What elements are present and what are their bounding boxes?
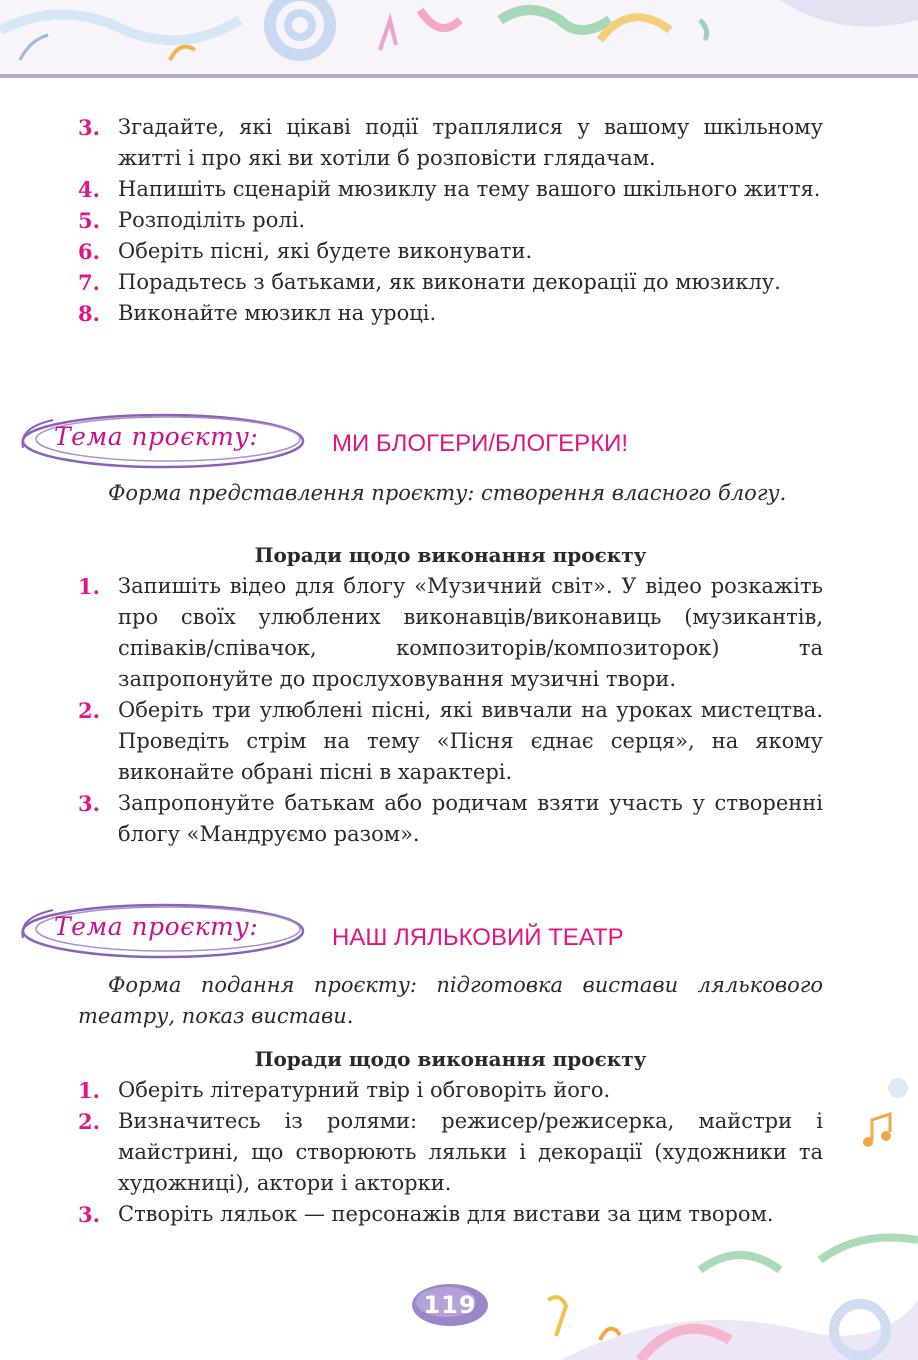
list-number: 1. (78, 1078, 100, 1103)
list-number: 2. (78, 1109, 100, 1134)
list-item (78, 695, 823, 788)
list-text: Оберіть три улюблені пісні, які вивчали на уроках мистецтва. Проведіть стрім на тему «Пісня єднає серця», на якому виконайте обрані пісні в характері. (118, 698, 823, 784)
list-text: Запишіть відео для блогу «Музичний світ». У відео розкажіть про своїх улюблених виконавців/виконавиць (музикантів, співаків/співачок, композиторів/композиторок) та запропонуйте до прослуховування музичні твори. (118, 574, 823, 691)
header-decoration (0, 0, 918, 80)
list-number: 1. (78, 574, 100, 599)
list-text: Виконайте мюзикл на уроці. (118, 301, 437, 325)
list-number: 2. (78, 698, 100, 723)
project-title: МИ БЛОГЕРИ/БЛОГЕРКИ! (332, 430, 629, 457)
project-topic-badge (18, 408, 313, 474)
list-item (78, 571, 823, 695)
project2-list (78, 1075, 823, 1230)
page-number-text: 119 (423, 1291, 477, 1319)
list-number: 3. (78, 1202, 100, 1227)
list-item (78, 1199, 823, 1230)
list-text: Оберіть літературний твір і обговоріть його. (118, 1078, 611, 1102)
project-form-text: Форма представлення проєкту: створення власного блогу. (108, 481, 787, 505)
list-text: Оберіть пісні, які будете виконувати. (118, 239, 533, 263)
project-form (78, 970, 823, 1032)
project-title: НАШ ЛЯЛЬКОВИЙ ТЕАТР (332, 924, 624, 951)
list-text: Згадайте, які цікаві події траплялися у вашому шкільному житті і про які ви хотіли б розповісти глядачам. (118, 115, 823, 170)
list-item (78, 236, 823, 267)
list-number: 8. (78, 301, 100, 326)
list-item (78, 1075, 823, 1106)
music-note-icon (858, 1070, 918, 1160)
list-text: Порадьтесь з батьками, як виконати декорації до мюзиклу. (118, 270, 781, 294)
list-number: 3. (78, 115, 100, 140)
list-item (78, 205, 823, 236)
list-number: 5. (78, 208, 100, 233)
list-item (78, 788, 823, 850)
list-number: 4. (78, 177, 100, 202)
advice-heading: Поради щодо виконання проєкту (254, 1047, 647, 1071)
list-number: 7. (78, 270, 100, 295)
list-text: Визначитесь із ролями: режисер/режисерка, майстри і майстрині, що створюють ляльки і декорації (художники та художниці), актори і акторки. (118, 1109, 823, 1195)
advice-heading: Поради щодо виконання проєкту (254, 543, 647, 567)
project-topic-badge (18, 898, 313, 964)
list-text: Створіть ляльок — персонажів для вистави за цим твором. (118, 1202, 774, 1226)
project1-list (78, 571, 823, 850)
list-text: Напишіть сценарій мюзиклу на тему вашого шкільного життя. (118, 177, 821, 201)
badge-label: Тема проєкту: (54, 422, 259, 451)
continued-list (78, 112, 823, 329)
list-text: Розподіліть ролі. (118, 208, 306, 232)
list-item (78, 298, 823, 329)
list-item (78, 112, 823, 174)
list-text: Запропонуйте батькам або родичам взяти участь у створенні блогу «Мандруємо разом». (118, 791, 823, 846)
list-number: 6. (78, 239, 100, 264)
project-form (78, 478, 823, 509)
badge-label: Тема проєкту: (54, 912, 259, 941)
list-number: 3. (78, 791, 100, 816)
project-form-text: Форма подання проєкту: підготовка вистави лялькового театру, показ вистави. (78, 973, 823, 1028)
list-item (78, 174, 823, 205)
page-number (410, 1282, 490, 1328)
list-item (78, 267, 823, 298)
list-item (78, 1106, 823, 1199)
